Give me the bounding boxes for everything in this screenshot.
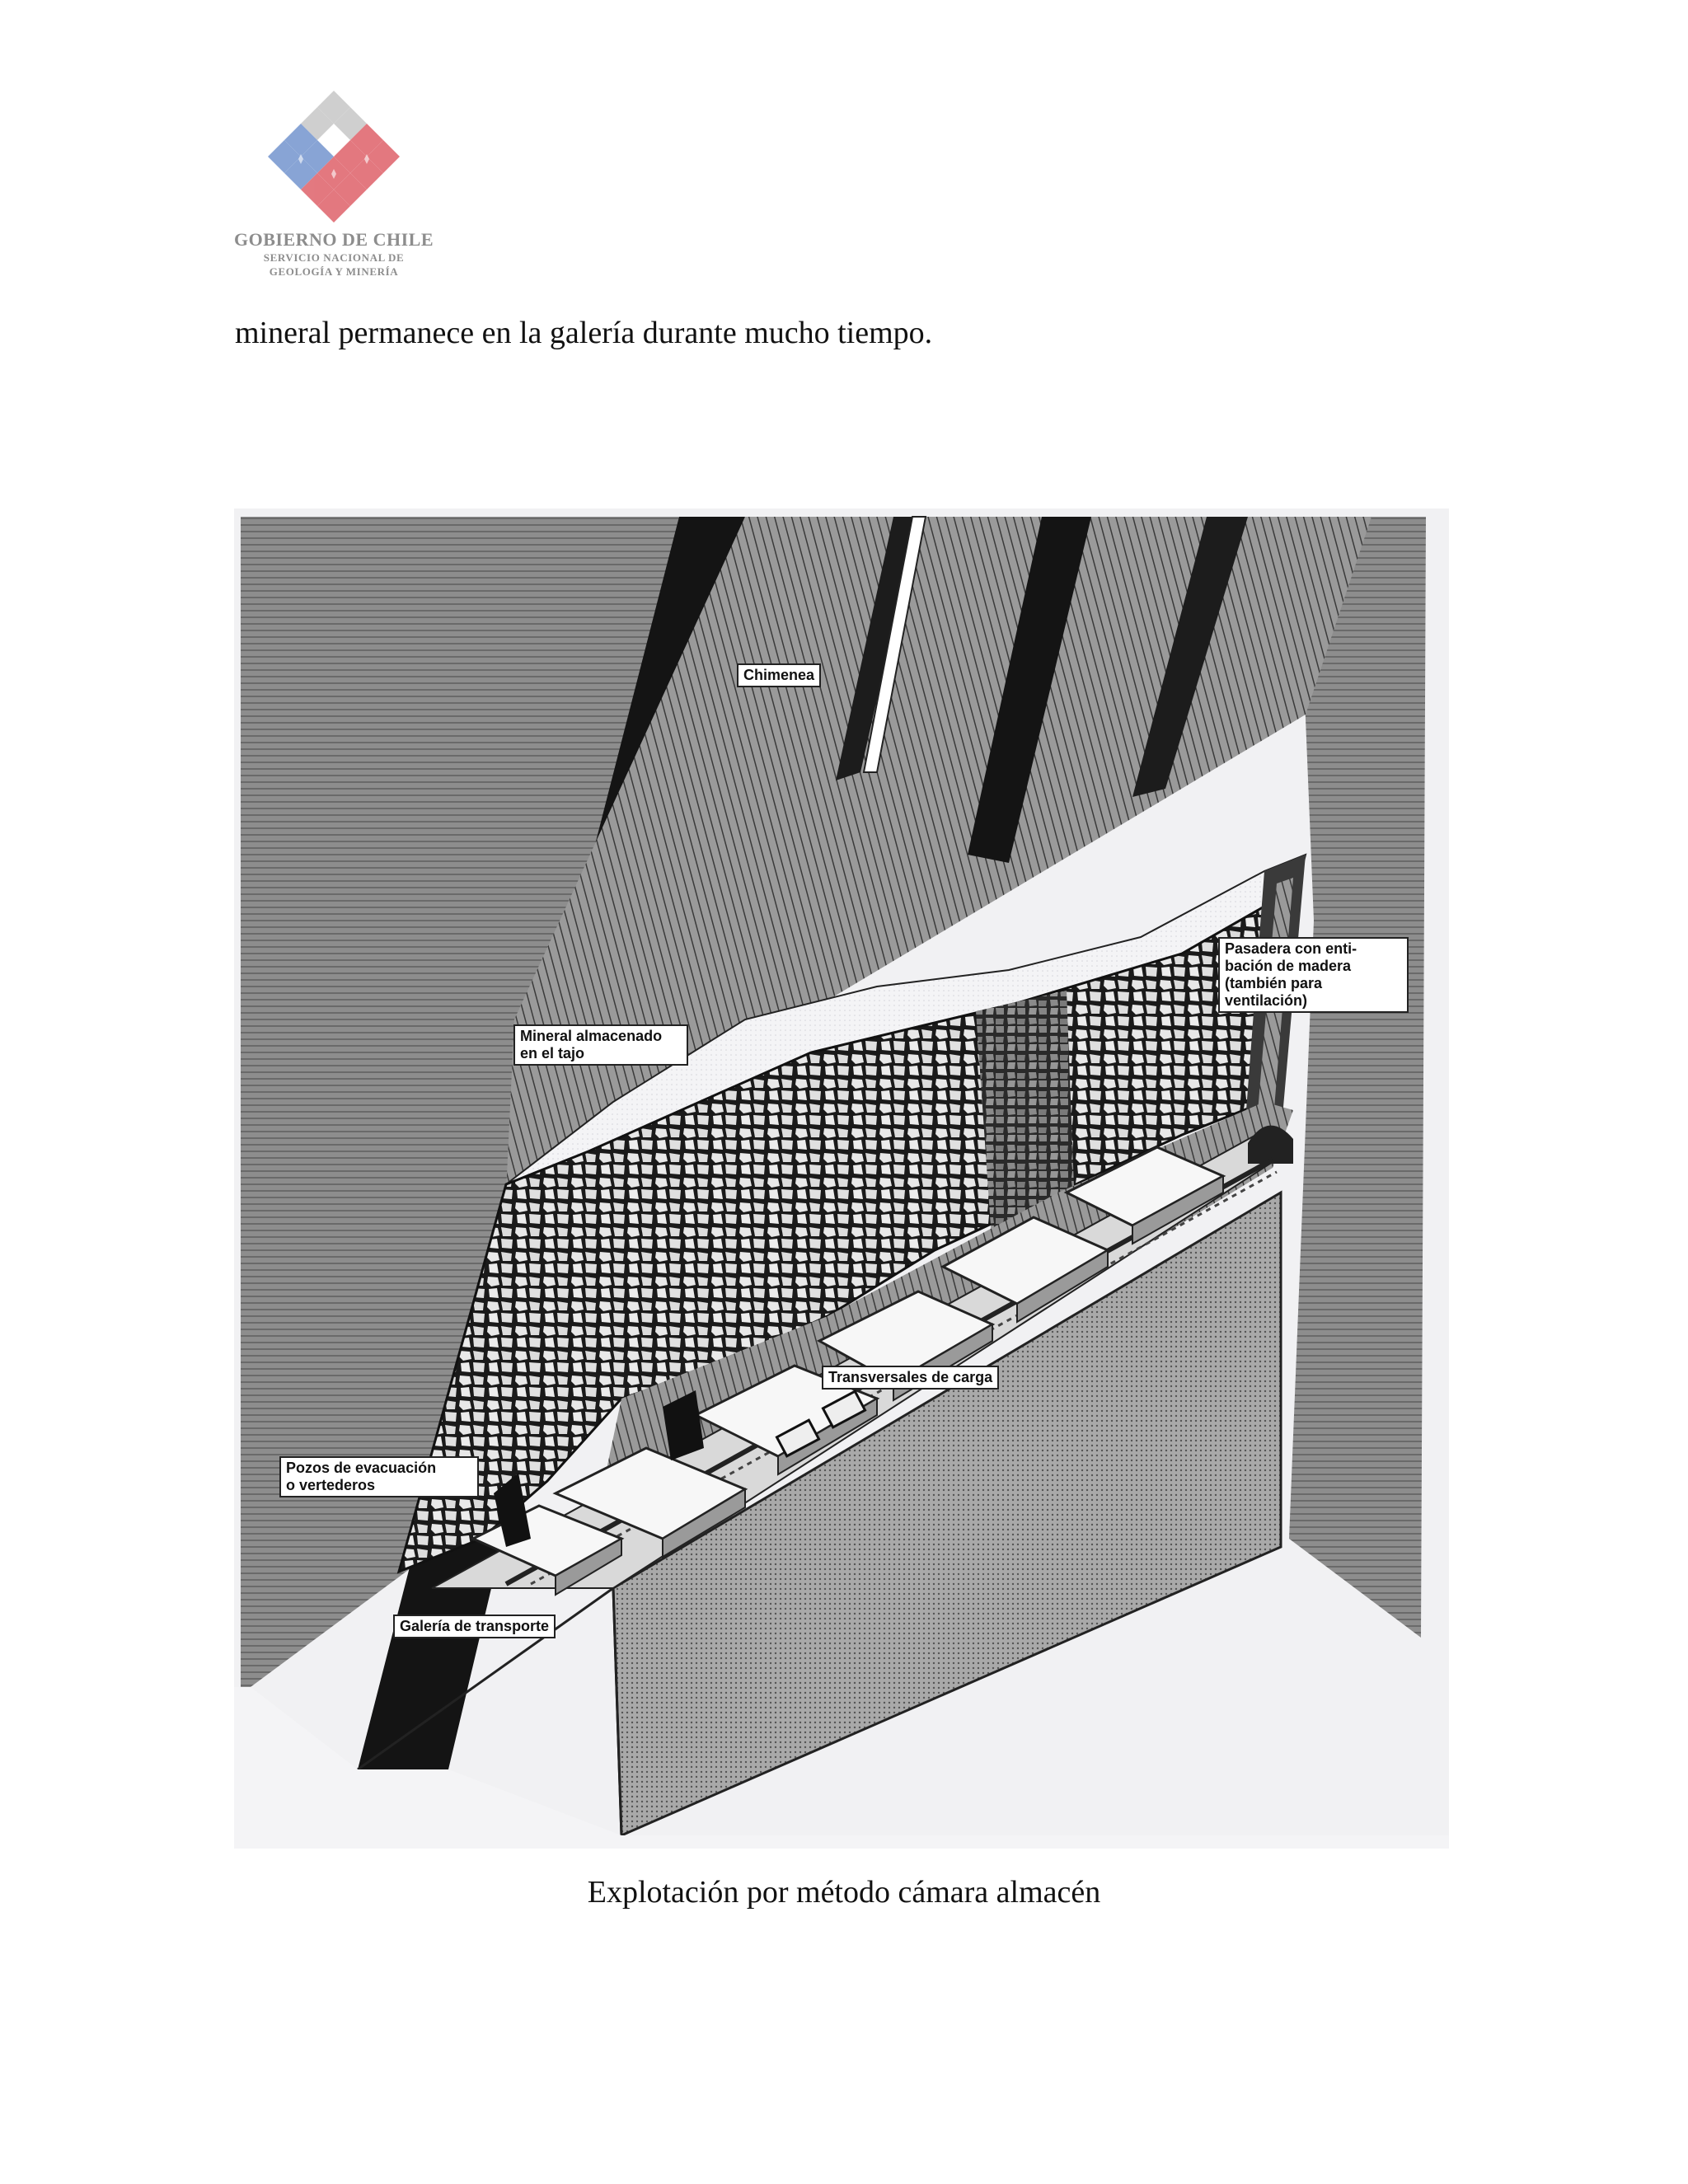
logo-emblem-icon bbox=[231, 87, 437, 227]
label-chimenea: Chimenea bbox=[737, 663, 821, 687]
mining-method-illustration bbox=[234, 509, 1449, 1849]
label-galeria-de-transporte: Galería de transporte bbox=[393, 1615, 556, 1638]
label-pasadera: Pasadera con enti- bación de madera (también para ventilación) bbox=[1218, 937, 1409, 1013]
logo-text-servicio: SERVICIO NACIONAL DE bbox=[263, 251, 405, 264]
logo bbox=[231, 87, 437, 284]
logo-text-gobierno: GOBIERNO DE CHILE bbox=[234, 229, 434, 250]
label-transversales-de-carga: Transversales de carga bbox=[822, 1366, 999, 1390]
intro-paragraph: mineral permanece en la galería durante mucho tiempo. bbox=[235, 316, 933, 350]
illustration-drawing bbox=[234, 509, 1449, 1849]
label-pozos-de-evacuacion: Pozos de evacuación o vertederos bbox=[279, 1456, 479, 1497]
logo-text-geologia: GEOLOGÍA Y MINERÍA bbox=[269, 265, 399, 278]
label-mineral-almacenado: Mineral almacenado en el tajo bbox=[513, 1024, 688, 1066]
figure-caption: Explotación por método cámara almacén bbox=[587, 1875, 1101, 1910]
